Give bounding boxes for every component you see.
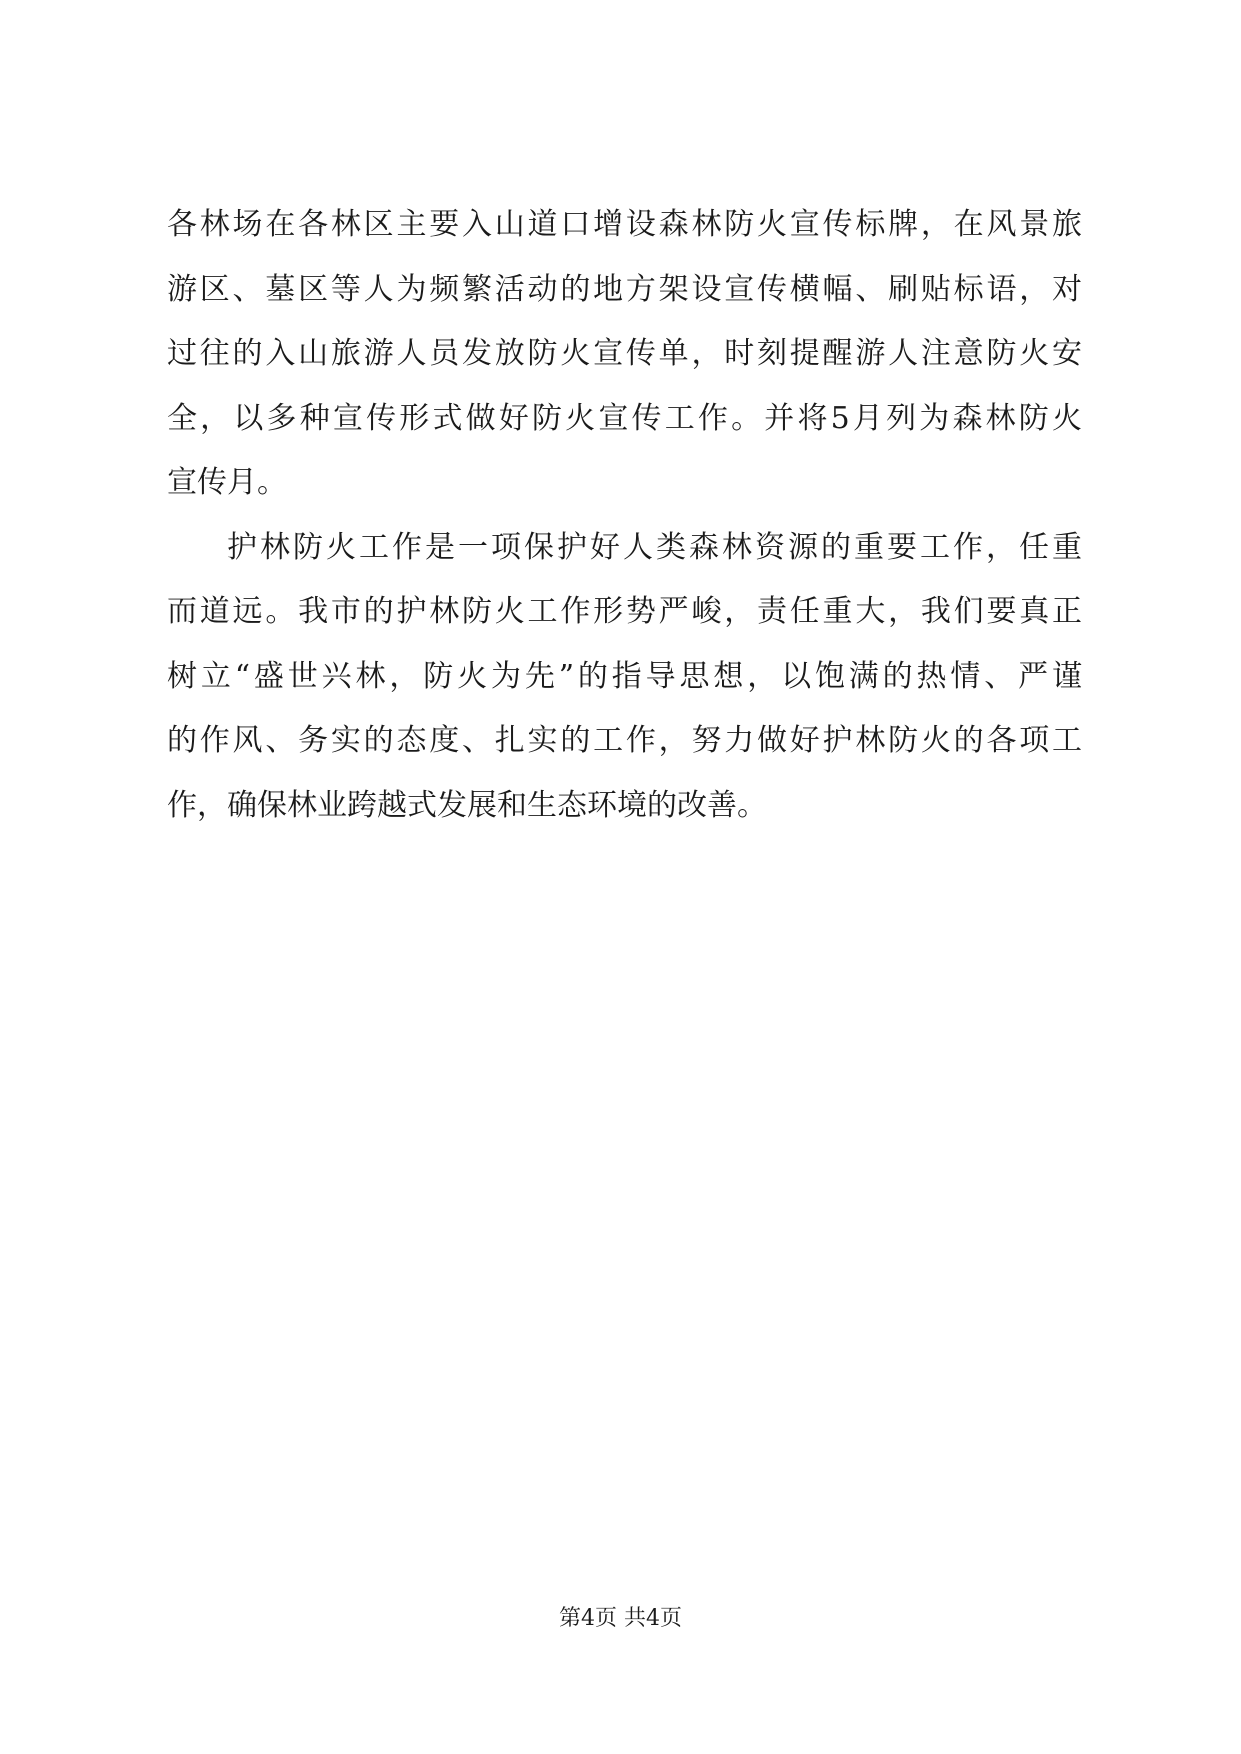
paragraph-2 [167, 516, 1082, 839]
paragraph-line: 作，确保林业跨越式发展和生态环境的改善。 [167, 787, 767, 823]
paragraph-line: 游区、墓区等人为频繁活动的地方架设宣传横幅、刷贴标语，对 [167, 271, 1082, 307]
paragraph-1 [167, 193, 1082, 516]
paragraph-line: 而道远。我市的护林防火工作形势严峻，责任重大，我们要真正 [167, 594, 1082, 629]
paragraph-line: 过往的入山旅游人员发放防火宣传单，时刻提醒游人注意防火安 [167, 336, 1082, 371]
paragraph-line: 全，以多种宣传形式做好防火宣传工作。并将5月列为森林防火 [167, 400, 1082, 436]
paragraph-line: 树立“盛世兴林，防火为先”的指导思想，以饱满的热情、严谨 [167, 658, 1082, 694]
paragraph-line: 各林场在各林区主要入山道口增设森林防火宣传标牌，在风景旅 [167, 207, 1082, 242]
paragraph-line: 宣传月。 [167, 465, 287, 500]
paragraph-line: 护林防火工作是一项保护好人类森林资源的重要工作，任重 [227, 529, 1082, 565]
page-number-footer: 第4页 共4页 [559, 1606, 682, 1631]
document-body [167, 193, 1082, 838]
paragraph-line: 的作风、务实的态度、扎实的工作，努力做好护林防火的各项工 [167, 723, 1082, 758]
